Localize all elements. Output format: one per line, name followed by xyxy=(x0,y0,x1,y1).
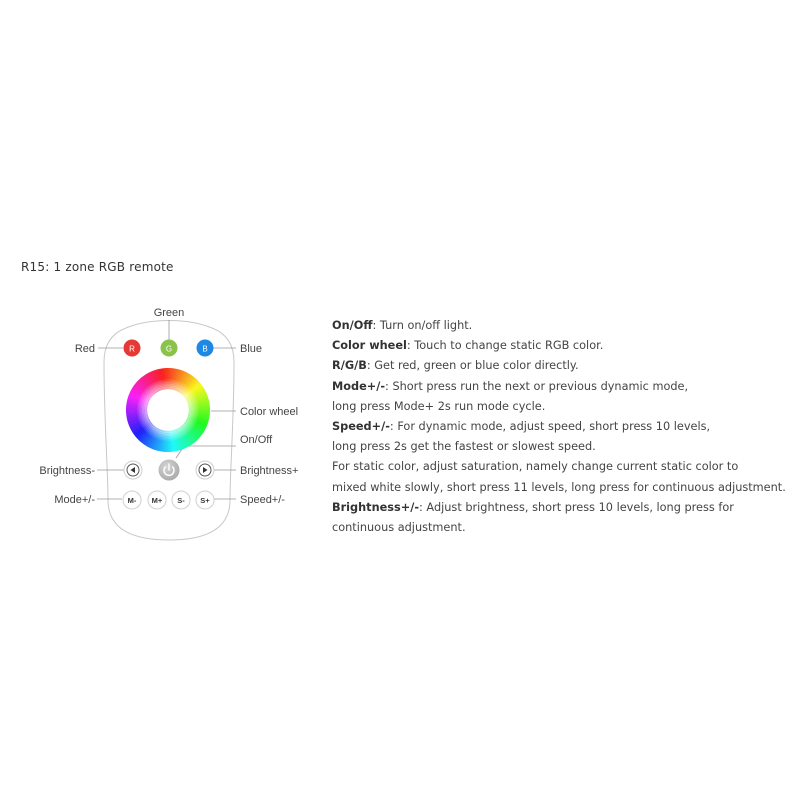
desc-line xyxy=(332,478,792,498)
desc-term: Mode+/- xyxy=(332,379,386,393)
speed-minus-label: S- xyxy=(177,496,185,505)
power-button[interactable] xyxy=(159,460,180,481)
mode-plus-label: M+ xyxy=(151,496,163,505)
desc-line xyxy=(332,437,792,457)
label-on-off: On/Off xyxy=(240,434,273,446)
speed-plus-button[interactable] xyxy=(196,491,214,509)
brightness-minus-button[interactable] xyxy=(124,461,142,479)
label-speed: Speed+/- xyxy=(240,494,285,506)
desc-text: mixed white slowly, short press 11 levels, long press for continuous adjustment. xyxy=(332,480,786,494)
blue-button[interactable] xyxy=(197,340,214,357)
mode-minus-button[interactable] xyxy=(123,491,141,509)
red-button[interactable] xyxy=(124,340,141,357)
desc-text: : Get red, green or blue color directly. xyxy=(366,359,579,373)
label-green: Green xyxy=(153,307,185,319)
desc-line xyxy=(332,457,792,477)
desc-term: Color wheel xyxy=(332,339,407,353)
green-button[interactable] xyxy=(161,340,178,357)
desc-text: long press Mode+ 2s run mode cycle. xyxy=(332,399,546,413)
speed-minus-button[interactable] xyxy=(172,491,190,509)
speed-plus-label: S+ xyxy=(200,496,210,505)
desc-line xyxy=(332,316,792,336)
desc-line xyxy=(332,518,792,538)
desc-term: Speed+/- xyxy=(332,420,390,434)
desc-term: R/G/B xyxy=(332,359,367,373)
desc-text: : Turn on/off light. xyxy=(372,319,473,332)
description xyxy=(332,316,792,538)
desc-line xyxy=(332,356,792,376)
desc-term: Brightness+/- xyxy=(332,500,420,514)
desc-line xyxy=(332,336,792,356)
label-brightness-minus: Brightness- xyxy=(39,465,95,477)
desc-text: long press 2s get the fastest or slowest speed. xyxy=(332,440,596,454)
desc-text: : Short press run the next or previous dynamic mode, xyxy=(385,379,689,393)
desc-text: : For dynamic mode, adjust speed, short press 10 levels, xyxy=(389,420,711,434)
label-brightness-plus: Brightness+ xyxy=(240,465,299,477)
desc-line xyxy=(332,498,792,518)
brightness-plus-button[interactable] xyxy=(196,461,214,479)
label-color-wheel: Color wheel xyxy=(240,406,299,418)
page-title: R15: 1 zone RGB remote xyxy=(21,260,174,274)
desc-term: On/Off xyxy=(332,319,373,332)
color-wheel-center xyxy=(147,389,189,431)
label-blue: Blue xyxy=(240,343,263,355)
green-button-label: G xyxy=(165,344,173,354)
desc-line xyxy=(332,397,792,417)
desc-text: : Adjust brightness, short press 10 levels, long press for xyxy=(419,500,734,514)
label-mode: Mode+/- xyxy=(54,494,95,506)
red-button-label: R xyxy=(129,344,135,354)
desc-line xyxy=(332,417,792,437)
desc-text: : Touch to change static RGB color. xyxy=(406,339,604,353)
desc-text: continuous adjustment. xyxy=(332,521,466,535)
label-red: Red xyxy=(74,343,95,355)
mode-plus-button[interactable] xyxy=(148,491,166,509)
desc-line xyxy=(332,377,792,397)
desc-text: For static color, adjust saturation, namely change current static color to xyxy=(332,460,739,474)
blue-button-label: B xyxy=(202,344,208,354)
mode-minus-label: M- xyxy=(127,496,137,505)
